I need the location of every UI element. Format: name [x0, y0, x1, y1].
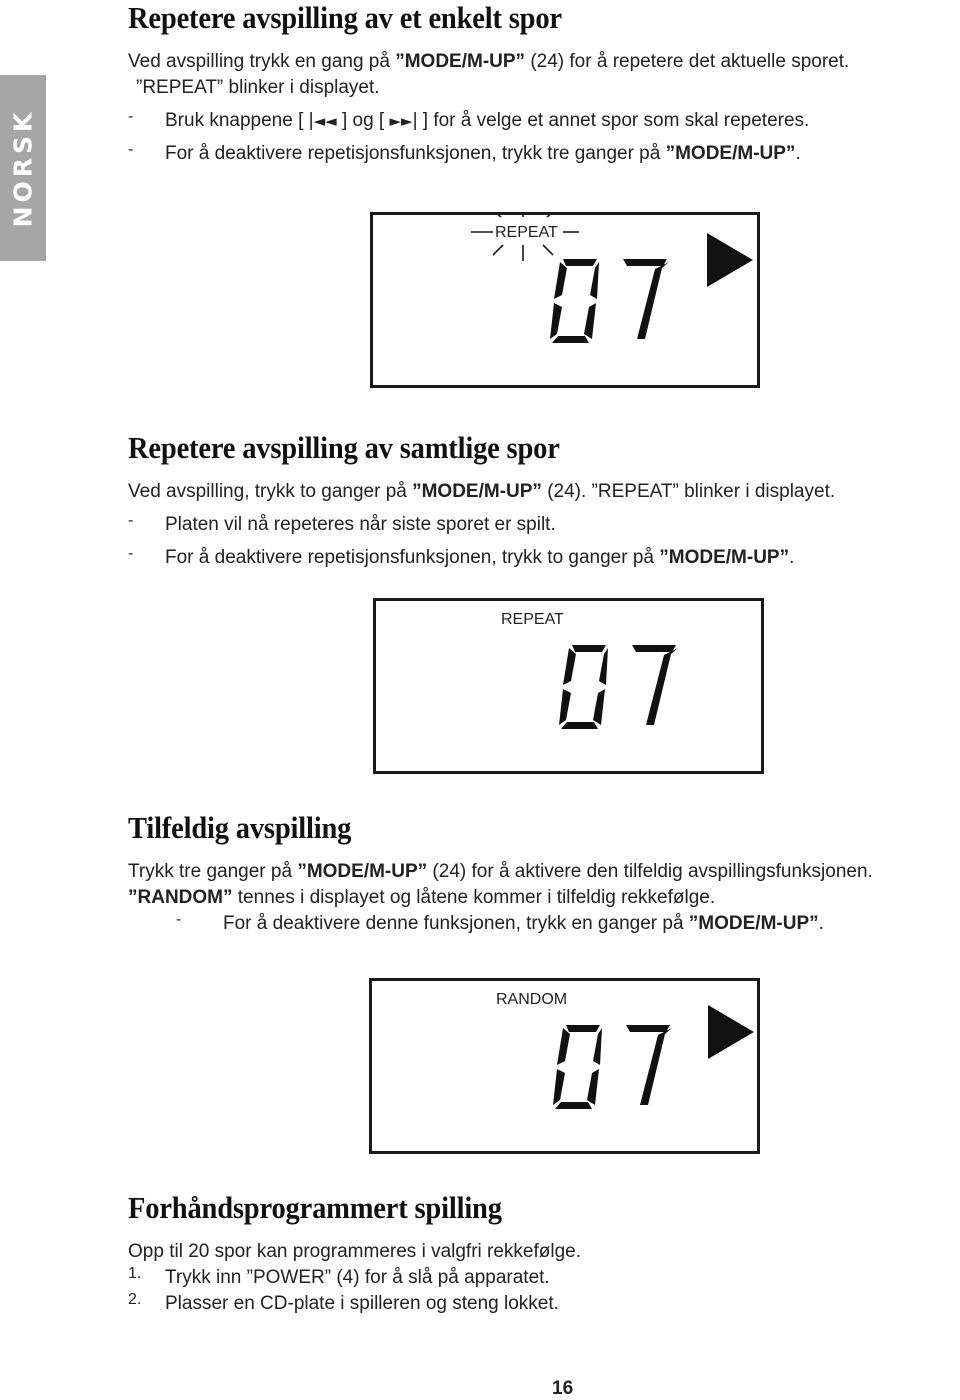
bullet-item: - For å deaktivere repetisjonsfunksjonen, trykk tre ganger på ”MODE/M-UP”.	[128, 141, 801, 164]
bullet-item: - Bruk knappene [ |◄◄ ] og [ ►►| ] for å velge et annet spor som skal repeteres.	[128, 108, 810, 131]
language-tab-label: NORSK	[8, 108, 38, 228]
bullet-item: - Platen vil nå repeteres når siste sporet er spilt.	[128, 512, 556, 535]
bullet-item: - For å deaktivere repetisjonsfunksjonen, trykk to ganger på ”MODE/M-UP”.	[128, 545, 795, 568]
section-title: Forhåndsprogrammert spilling	[128, 1190, 502, 1225]
skip-forward-icon: ►►	[389, 112, 413, 130]
skip-back-icon: ◄◄	[313, 112, 337, 130]
section-title: Repetere avspilling av samtlige spor	[128, 430, 560, 465]
play-triangle-icon	[705, 233, 755, 287]
play-triangle-icon	[706, 1005, 756, 1059]
step-item: 2. Plasser en CD-plate i spilleren og steng lokket.	[128, 1291, 559, 1314]
language-tab	[0, 75, 46, 261]
section-title: Tilfeldig avspilling	[128, 810, 352, 845]
section-intro-line2: ”REPEAT” blinker i displayet.	[136, 77, 380, 98]
section-programmed	[128, 1190, 958, 1317]
lcd-display-random	[369, 978, 760, 1154]
repeat-indicator: REPEAT	[501, 611, 564, 628]
section-intro: Opp til 20 spor kan programmeres i valgfri rekkefølge.	[128, 1241, 582, 1262]
section-intro: Trykk tre ganger på ”MODE/M-UP” (24) for å aktivere den tilfeldig avspillingsfunksjonen.	[128, 861, 873, 882]
lcd-display-repeat-all	[373, 598, 764, 774]
track-number-digits	[545, 255, 685, 345]
section-title: Repetere avspilling av et enkelt spor	[128, 0, 562, 35]
bullet-item: - For å deaktivere denne funksjonen, trykk en ganger på ”MODE/M-UP”.	[176, 911, 824, 934]
track-number-digits	[554, 641, 694, 731]
section-repeat-all	[128, 430, 958, 571]
section-intro: Ved avspilling, trykk to ganger på ”MODE/M-UP” (24). ”REPEAT” blinker i displayet.	[128, 481, 836, 502]
random-indicator: RANDOM	[496, 991, 568, 1008]
lcd-display-repeat-single	[370, 212, 760, 388]
section-intro-line2: ”RANDOM” tennes i displayet og låtene kommer i tilfeldig rekkefølge.	[128, 887, 716, 908]
page-number: 16	[552, 1378, 574, 1399]
section-repeat-single	[128, 0, 958, 167]
section-intro: Ved avspilling trykk en gang på ”MODE/M-UP” (24) for å repetere det aktuelle sporet.	[128, 51, 850, 72]
section-random	[128, 810, 958, 937]
repeat-indicator: REPEAT	[495, 224, 558, 241]
track-number-digits	[548, 1021, 688, 1111]
step-item: 1. Trykk inn ”POWER” (4) for å slå på apparatet.	[128, 1265, 550, 1288]
